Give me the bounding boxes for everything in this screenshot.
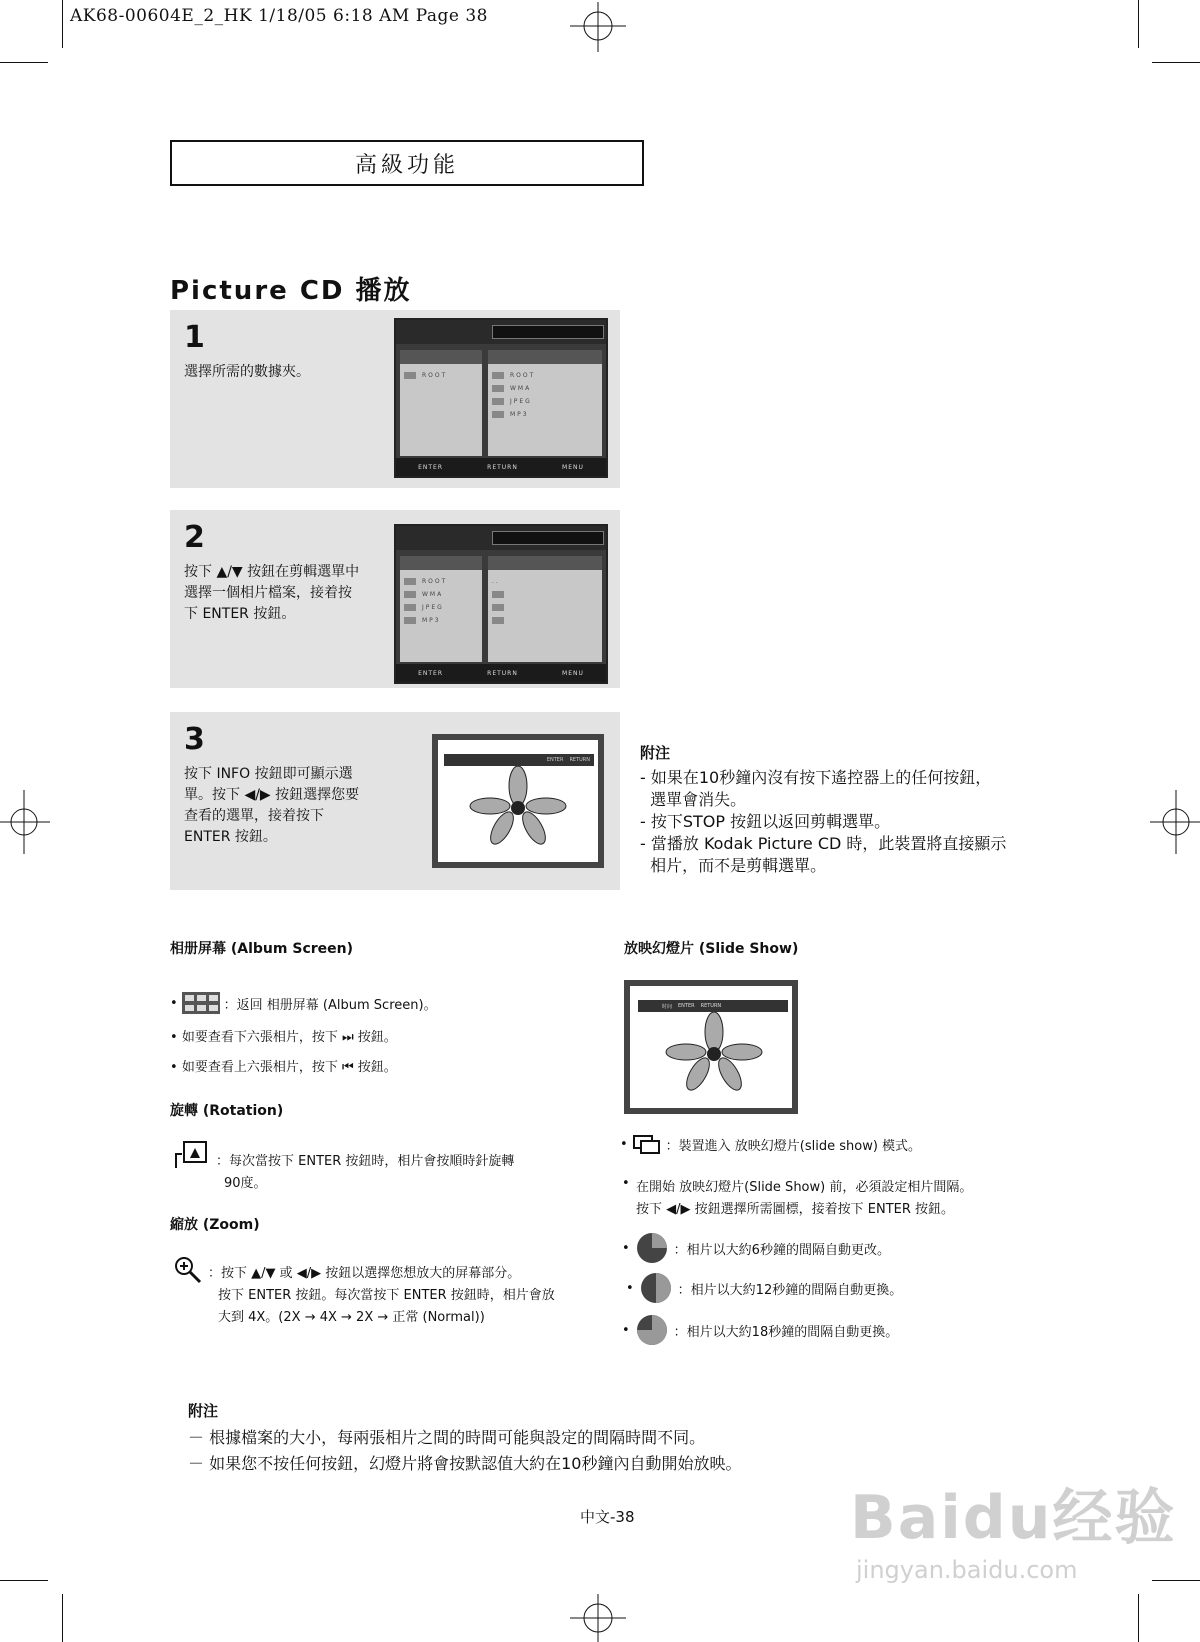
- bottom-note: [188, 1400, 1008, 1475]
- interval-6s-text: ：相片以大約6秒鐘的間隔自動更改。: [673, 1242, 890, 1258]
- registration-mark-icon: [570, 1594, 626, 1642]
- slideshow-mode-text: ：裝置進入 放映幻燈片(slide show) 模式。: [665, 1138, 922, 1154]
- bar-enter: ENTER: [546, 757, 564, 763]
- crop-mark: [0, 62, 48, 63]
- rotation-heading: 旋轉 (Rotation): [170, 1103, 284, 1119]
- step-text: 按下 INFO 按鈕即可顯示選單。按下 ◀/▶ 按鈕選擇您要查看的選單，接着按下 ENTER 按鈕。: [184, 766, 360, 845]
- bar-enter: ENTER: [418, 669, 443, 677]
- crop-mark: [62, 1594, 63, 1642]
- zoom-text: ：按下 ▲/▼ 或 ◀/▶ 按鈕以選擇您想放大的屏幕部分。: [208, 1266, 521, 1281]
- registration-mark-icon: [1150, 790, 1200, 854]
- bar-return: RETURN: [569, 757, 590, 763]
- bar-menu: MENU: [562, 669, 584, 677]
- watermark-main: Baidu经验: [850, 1483, 1177, 1553]
- album-item: • 如要查看下六張相片，按下 ⏭ 按鈕。: [170, 1030, 397, 1045]
- zoom-heading: 縮放 (Zoom): [170, 1217, 260, 1233]
- album-heading: 相册屏幕 (Album Screen): [170, 941, 353, 957]
- zoom-text: 大到 4X。(2X → 4X → 2X → 正常 (Normal)): [218, 1310, 485, 1325]
- rotation-text: 90度。: [224, 1176, 267, 1191]
- interval-text: 按下 ◀/▶ 按鈕選擇所需圖標，接着按下 ENTER 按鈕。: [636, 1202, 955, 1217]
- timer-6s-icon: [636, 1232, 668, 1264]
- crop-mark: [1152, 62, 1200, 63]
- page-number: 中文-38: [580, 1508, 635, 1526]
- crop-mark: [1138, 0, 1139, 48]
- parent-folder-item: ..: [492, 578, 500, 585]
- interval-12s: • ：相片以大約12秒鐘的間隔自動更換。: [626, 1272, 902, 1304]
- folder-item: MP3: [422, 617, 441, 624]
- time-label: 时间: [662, 1003, 673, 1010]
- interval-18s: • ：相片以大約18秒鐘的間隔自動更換。: [622, 1314, 898, 1346]
- slideshow-mode: • ：裝置進入 放映幻燈片(slide show) 模式。: [620, 1134, 921, 1154]
- step-2-panel: [170, 510, 620, 688]
- album-grid-icon: [182, 992, 220, 1014]
- interval-18s-text: ：相片以大約18秒鐘的間隔自動更換。: [673, 1324, 899, 1340]
- disc-icon: [492, 325, 604, 339]
- slideshow-heading: 放映幻燈片 (Slide Show): [624, 941, 799, 957]
- step-number: 1: [184, 320, 205, 355]
- flower-icon: [468, 766, 568, 856]
- interval-6s: • ：相片以大約6秒鐘的間隔自動更改。: [622, 1232, 890, 1264]
- chapter-title: 高級功能: [170, 140, 644, 186]
- registration-mark-icon: [0, 790, 50, 854]
- rotate-icon: [172, 1140, 214, 1170]
- step-3-panel: [170, 712, 620, 890]
- note-heading: 附注: [188, 1402, 219, 1420]
- zoom-text: 按下 ENTER 按鈕。每次當按下 ENTER 按鈕時，相片會放: [218, 1288, 555, 1303]
- step-number: 2: [184, 520, 205, 555]
- flower-photo: [432, 734, 604, 868]
- bar-enter: ENTER: [678, 1003, 695, 1009]
- album-item-text: ：返回 相册屏幕 (Album Screen)。: [223, 997, 437, 1013]
- note-line: 選單會消失。: [640, 790, 747, 809]
- flower-icon: [664, 1012, 764, 1102]
- bar-menu: MENU: [562, 463, 584, 471]
- bar-return: RETURN: [487, 463, 518, 471]
- timer-18s-icon: [636, 1314, 668, 1346]
- folder-item: ROOT: [422, 578, 448, 585]
- folder-item: ROOT: [510, 372, 536, 379]
- album-item: • ：返回 相册屏幕 (Album Screen)。: [170, 992, 437, 1014]
- interval-text: 在開始 放映幻燈片(Slide Show) 前，必須設定相片間隔。: [636, 1180, 973, 1195]
- note-line: - 如果在10秒鐘內沒有按下遙控器上的任何按鈕，: [640, 768, 992, 787]
- zoom-icon: [174, 1256, 202, 1284]
- note-line: － 根據檔案的大小，每兩張相片之間的時間可能與設定的間隔時間不同。: [188, 1428, 706, 1447]
- crop-mark: [62, 0, 63, 48]
- bar-enter: ENTER: [418, 463, 443, 471]
- folder-item: MP3: [510, 411, 529, 418]
- note-line: - 按下STOP 按鈕以返回剪輯選單。: [640, 812, 891, 831]
- print-header: AK68-00604E_2_HK 1/18/05 6:18 AM Page 38: [70, 6, 488, 26]
- bar-return: RETURN: [487, 669, 518, 677]
- folder-item: WMA: [422, 591, 444, 598]
- note-block: [640, 742, 1060, 877]
- watermark-sub: jingyan.baidu.com: [856, 1556, 1078, 1584]
- timer-12s-icon: [640, 1272, 672, 1304]
- step-text: 選擇所需的數據夾。: [184, 364, 310, 380]
- note-line: － 如果您不按任何按鈕，幻燈片將會按默認值大約在10秒鐘內自動開始放映。: [188, 1454, 742, 1473]
- disc-icon: [492, 531, 604, 545]
- note-heading: 附注: [640, 744, 671, 762]
- crop-mark: [0, 1580, 48, 1581]
- album-item: • 如要查看上六張相片，按下 ⏮ 按鈕。: [170, 1060, 397, 1075]
- album-item-text: 如要查看上六張相片，按下 ⏮ 按鈕。: [181, 1060, 397, 1075]
- slideshow-photo: [624, 980, 798, 1114]
- folder-item: JPEG: [510, 398, 532, 405]
- step-number: 3: [184, 722, 205, 757]
- section-title: Picture CD 播放: [170, 276, 412, 306]
- step-1-panel: [170, 310, 620, 488]
- rotation-text: ：每次當按下 ENTER 按鈕時，相片會按順時針旋轉: [216, 1154, 515, 1169]
- folder-item: JPEG: [422, 604, 444, 611]
- menu-screen: [394, 318, 608, 478]
- note-line: 相片，而不是剪輯選單。: [640, 856, 827, 875]
- folder-item: ROOT: [422, 372, 448, 379]
- registration-mark-icon: [570, 2, 626, 52]
- crop-mark: [1138, 1594, 1139, 1642]
- note-line: - 當播放 Kodak Picture CD 時，此裝置將直接顯示: [640, 834, 1007, 853]
- bar-return: RETURN: [700, 1003, 722, 1009]
- slideshow-icon: [632, 1134, 662, 1154]
- interval-12s-text: ：相片以大約12秒鐘的間隔自動更換。: [677, 1282, 903, 1298]
- menu-screen: [394, 524, 608, 684]
- folder-item: WMA: [510, 385, 532, 392]
- album-item-text: 如要查看下六張相片，按下 ⏭ 按鈕。: [181, 1030, 397, 1045]
- watermark: [850, 1470, 1176, 1584]
- step-text: 按下 ▲/▼ 按鈕在剪輯選單中選擇一個相片檔案，接着按下 ENTER 按鈕。: [184, 564, 360, 622]
- bullet: •: [622, 1176, 630, 1191]
